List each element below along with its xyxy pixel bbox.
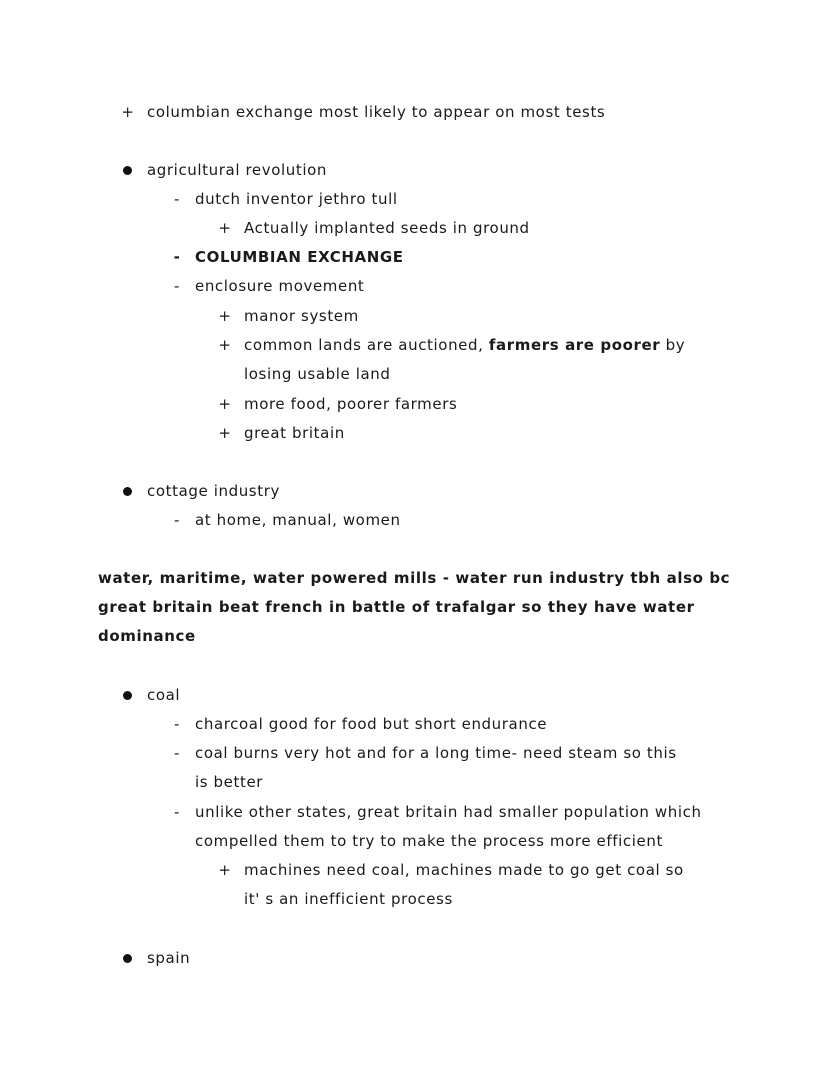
note-text: compelled them to try to make the process more efficient <box>195 832 663 850</box>
note-text: coal burns very hot and for a long time- need steam so this <box>195 744 677 762</box>
dash-marker: - <box>173 511 180 529</box>
note-text-emphasis: dominance <box>98 627 196 645</box>
dash-marker: - <box>173 277 180 295</box>
note-text-part: by <box>660 336 686 354</box>
plus-marker: + <box>218 336 232 354</box>
dash-marker: - <box>173 248 181 266</box>
note-text: dutch inventor jethro tull <box>195 190 398 208</box>
bullet-icon <box>123 691 132 700</box>
dash-marker: - <box>173 715 180 733</box>
note-text-emphasis: great britain beat french in battle of trafalgar so they have water <box>98 598 695 616</box>
bullet-icon <box>123 954 132 963</box>
note-text-part: common lands are auctioned, <box>244 336 489 354</box>
note-text: is better <box>195 773 264 791</box>
note-text <box>244 335 685 355</box>
note-text: more food, poorer farmers <box>244 395 458 413</box>
note-text-emphasis: water, maritime, water powered mills - water run industry tbh also bc <box>98 569 731 587</box>
dash-marker: - <box>173 803 180 821</box>
note-paragraph-line <box>98 626 196 646</box>
note-heading: agricultural revolution <box>147 161 327 179</box>
dash-marker: - <box>173 744 180 762</box>
plus-marker: + <box>121 103 135 121</box>
note-text: great britain <box>244 424 345 442</box>
note-text-emphasis: COLUMBIAN EXCHANGE <box>195 248 404 266</box>
note-heading: coal <box>147 686 181 704</box>
plus-marker: + <box>218 861 232 879</box>
note-text: losing usable land <box>244 365 391 383</box>
note-text-emphasis: farmers are poorer <box>488 336 661 354</box>
note-paragraph-line <box>98 597 695 617</box>
note-text: enclosure movement <box>195 277 365 295</box>
note-text: columbian exchange most likely to appear on most tests <box>147 103 606 121</box>
note-heading: spain <box>147 949 191 967</box>
bullet-icon <box>123 487 132 496</box>
note-text: unlike other states, great britain had smaller population which <box>195 803 702 821</box>
note-text: manor system <box>244 307 359 325</box>
note-text: it' s an inefficient process <box>244 890 453 908</box>
note-text: charcoal good for food but short endurance <box>195 715 548 733</box>
plus-marker: + <box>218 219 232 237</box>
plus-marker: + <box>218 307 232 325</box>
plus-marker: + <box>218 424 232 442</box>
dash-marker: - <box>173 190 180 208</box>
note-heading: cottage industry <box>147 482 280 500</box>
note-text: machines need coal, machines made to go get coal so <box>244 861 684 879</box>
note-text: at home, manual, women <box>195 511 401 529</box>
note-text: Actually implanted seeds in ground <box>244 219 530 237</box>
note-paragraph-line <box>98 568 730 588</box>
plus-marker: + <box>218 395 232 413</box>
bullet-icon <box>123 166 132 175</box>
